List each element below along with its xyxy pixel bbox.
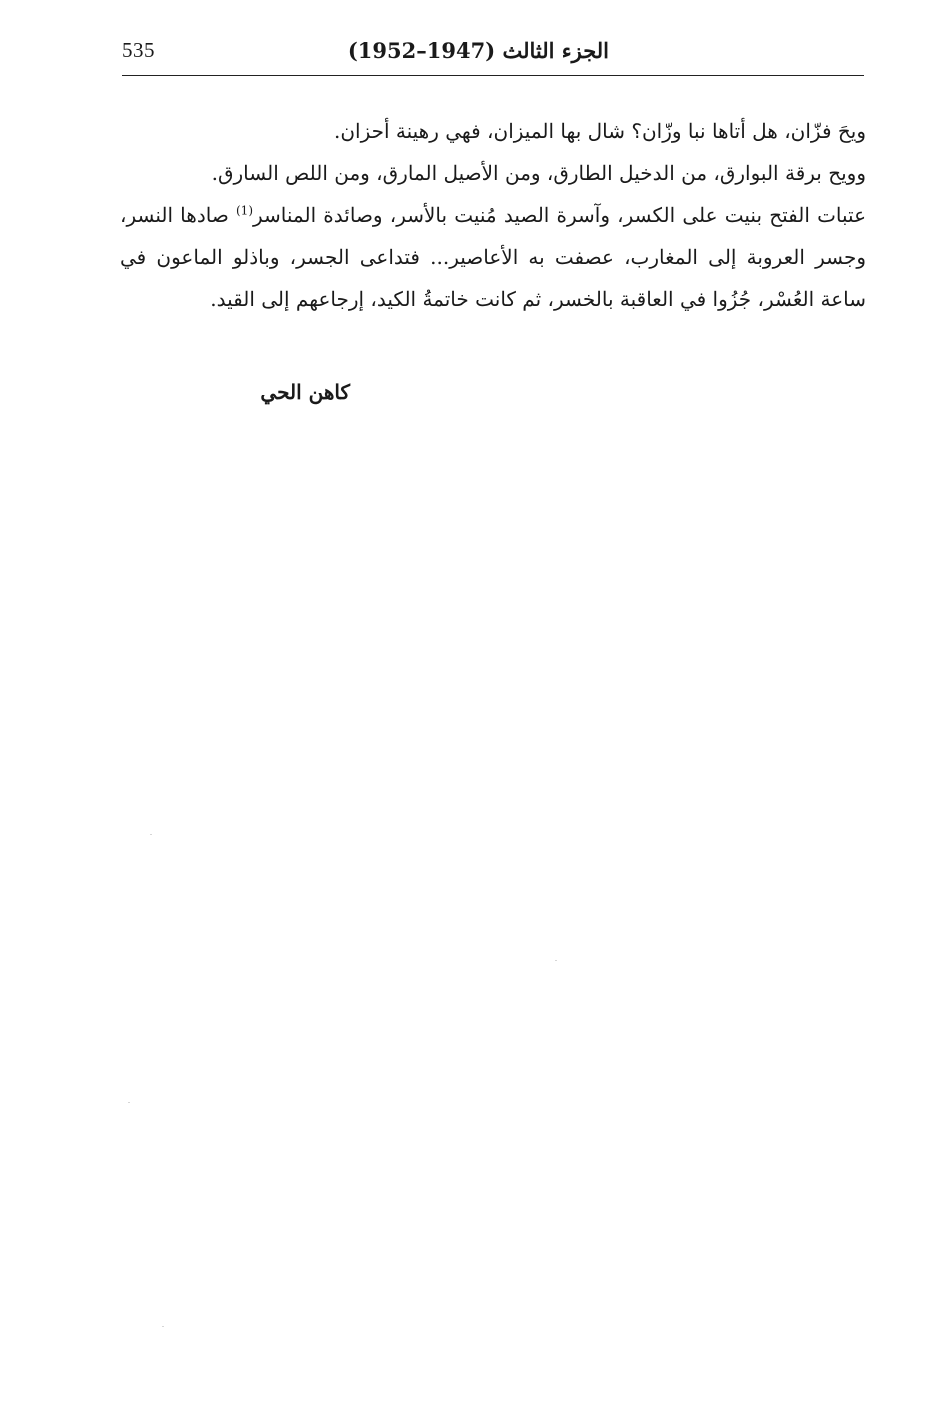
footnote-reference: (1): [235, 203, 253, 218]
running-head: [122, 38, 864, 72]
running-title: الجزء الثالث (1947–1952): [347, 38, 609, 63]
paragraph-3: [120, 194, 866, 320]
paragraph-3-text-start: عتبات الفتح بنيت على الكسر، وآسرة الصيد مُنيت بالأسر، وصائدة المناسر: [253, 203, 867, 227]
paragraph-2: [120, 152, 866, 194]
page-number: 535: [122, 38, 155, 62]
scan-speck: [150, 834, 152, 835]
paragraph-3-text-end: صادها النسر، وجسر العروبة إلى المغارب، عصفت به الأعاصير... فتداعى الجسر، وباذلو الماعون في ساعة العُسْر، جُزُوا في العاقبة بالخسر، ثم كانت خاتمةُ الكيد، إرجاعهم إلى القيد.: [120, 203, 866, 311]
scan-speck: [128, 1102, 130, 1103]
header-rule: [122, 75, 864, 76]
scan-speck: [162, 1326, 164, 1327]
body-text: [120, 110, 866, 320]
paragraph-1-text: ويحَ فزّان، هل أتاها نبا وزّان؟ شال بها الميزان، فهي رهينة أحزان.: [333, 119, 866, 143]
paragraph-1: [120, 110, 866, 152]
scan-speck: [555, 960, 557, 961]
paragraph-2-text: وويح برقة البوارق، من الدخيل الطارق، ومن الأصيل المارق، ومن اللص السارق.: [211, 161, 866, 185]
author-signature: كاهن الحي: [260, 380, 350, 404]
